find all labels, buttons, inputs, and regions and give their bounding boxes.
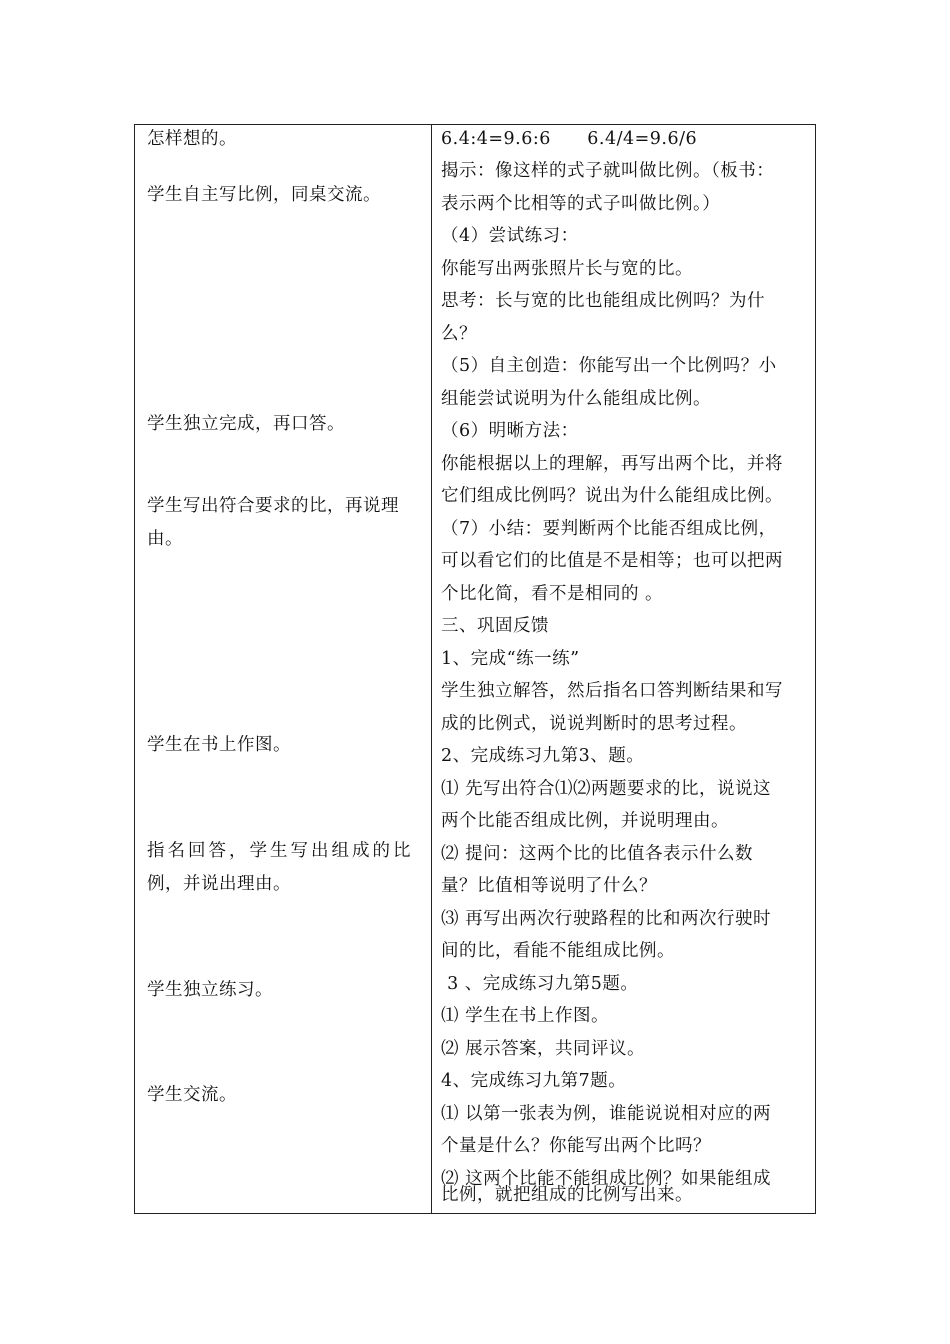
right-text-line: 两个比能否组成比例，并说明理由。 [441, 811, 729, 831]
right-text-line: 3 、完成练习九第5题。 [441, 974, 639, 994]
right-text-line: ⑵ 提问：这两个比的比值各表示什么数 [441, 844, 754, 864]
right-text-line: 么？ [441, 324, 477, 344]
right-text-line: ⑴ 学生在书上作图。 [441, 1006, 610, 1026]
right-text-line: ⑵ 这两个比能不能组成比例？如果能组成 [441, 1169, 772, 1189]
right-text-line: 揭示：像这样的式子就叫做比例。（板书： [441, 161, 775, 181]
right-text-line: 你能根据以上的理解，再写出两个比，并将 [441, 454, 783, 474]
right-text-line: 4、完成练习九第7题。 [441, 1071, 627, 1091]
right-text-line: （4）尝试练习： [441, 226, 579, 246]
right-text-line: 三、巩固反馈 [441, 616, 549, 636]
left-text-line: 例，并说出理由。 [147, 874, 291, 894]
left-text-line: 怎样想的。 [147, 129, 237, 149]
right-text-line: （6）明晰方法： [441, 421, 579, 441]
left-text-line: 学生交流。 [147, 1085, 237, 1105]
right-text-line: ⑴ 以第一张表为例，谁能说说相对应的两 [441, 1104, 772, 1124]
right-text-line: 2、完成练习九第3、题。 [441, 746, 645, 766]
right-text-line: ⑶ 再写出两次行驶路程的比和两次行驶时 [441, 909, 772, 929]
right-text-line: ⑴ 先写出符合⑴⑵两题要求的比，说说这 [441, 779, 772, 799]
right-text-line: 6.4:4=9.6:6 6.4/4=9.6/6 [441, 129, 698, 149]
right-text-line: 思考：长与宽的比也能组成比例吗？为什 [441, 291, 765, 311]
right-text-line: 个比化简，看不是相同的 。 [441, 584, 664, 604]
lesson-table [134, 124, 816, 1214]
right-text-line: 比例，就把组成的比例写出来。 [441, 1185, 693, 1205]
right-text-line: 它们组成比例吗？说出为什么能组成比例。 [441, 486, 783, 506]
left-text-line: 学生写出符合要求的比，再说理 [147, 496, 399, 516]
left-text-line: 由。 [147, 529, 183, 549]
right-text-line: 学生独立解答，然后指名口答判断结果和写 [441, 681, 783, 701]
right-text-line: 组能尝试说明为什么能组成比例。 [441, 389, 711, 409]
right-text-line: 间的比，看能不能组成比例。 [441, 941, 675, 961]
left-text-line: 学生在书上作图。 [147, 735, 291, 755]
column-divider [431, 125, 432, 1213]
right-text-line: 1、完成“练一练” [441, 649, 580, 669]
left-text-line: 学生独立练习。 [147, 980, 273, 1000]
left-text-line: 指名回答，学生写出组成的比 [147, 841, 414, 861]
right-text-line: ⑵ 展示答案，共同评议。 [441, 1039, 646, 1059]
right-text-line: 你能写出两张照片长与宽的比。 [441, 259, 693, 279]
left-text-line: 学生自主写比例，同桌交流。 [147, 185, 381, 205]
right-text-line: （7）小结：要判断两个比能否组成比例， [441, 519, 777, 539]
right-text-line: （5）自主创造：你能写出一个比例吗？小 [441, 356, 777, 376]
right-text-line: 成的比例式，说说判断时的思考过程。 [441, 714, 747, 734]
right-text-line: 量？比值相等说明了什么？ [441, 876, 657, 896]
right-text-line: 个量是什么？你能写出两个比吗？ [441, 1136, 711, 1156]
left-text-line: 学生独立完成，再口答。 [147, 414, 345, 434]
right-text-line: 表示两个比相等的式子叫做比例。） [441, 194, 721, 214]
right-text-line: 可以看它们的比值是不是相等；也可以把两 [441, 551, 783, 571]
